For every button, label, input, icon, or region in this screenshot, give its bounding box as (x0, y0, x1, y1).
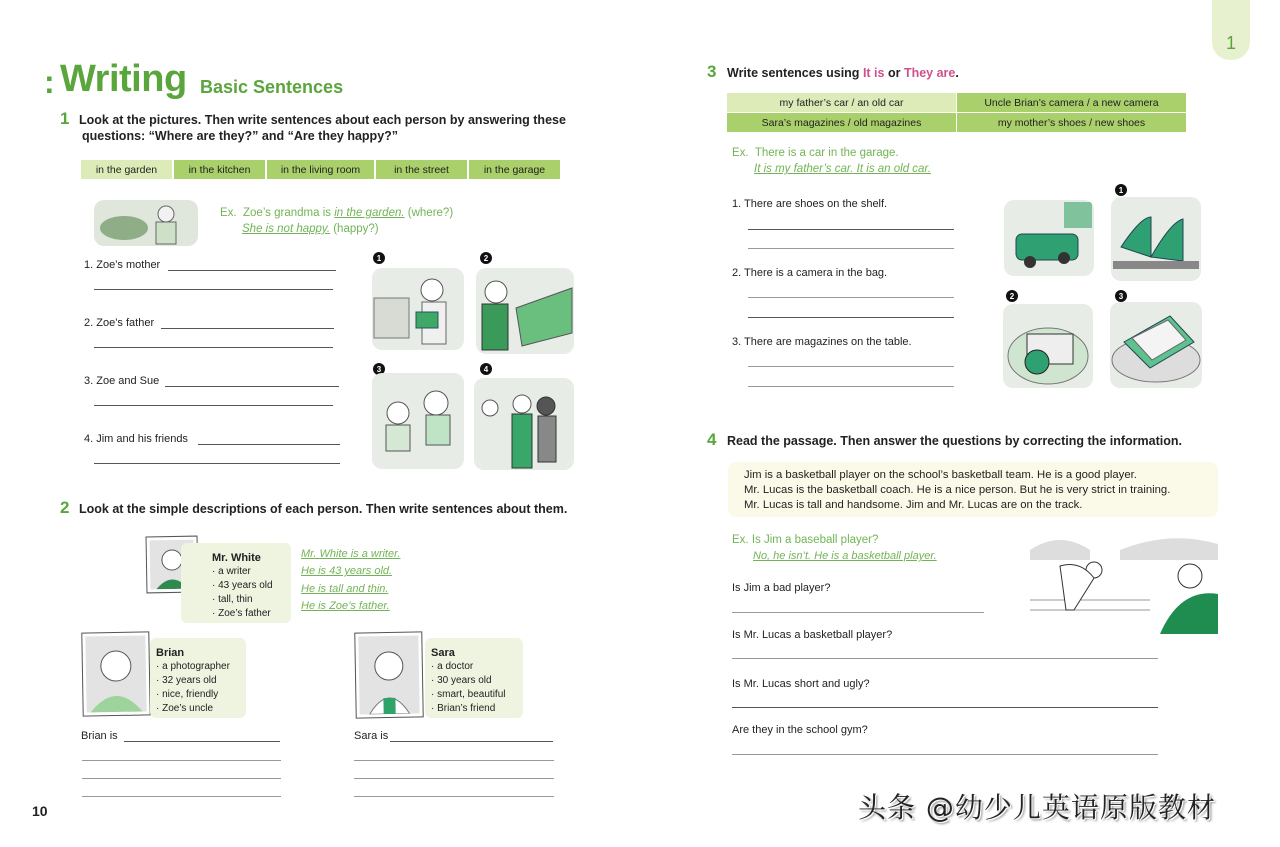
word-bank-1 (81, 160, 562, 179)
father-garage-illustration (476, 268, 574, 354)
word-bank-item: in the kitchen (174, 160, 265, 179)
answer-line[interactable] (94, 463, 340, 464)
answer-line[interactable] (94, 347, 333, 348)
watermark: 头条 @幼少儿英语原版教材 (858, 791, 1216, 824)
page-subtitle: Basic Sentences (200, 77, 344, 97)
answer-line[interactable] (732, 707, 1158, 708)
badge-s3-1: 1 (1115, 184, 1127, 196)
title-colon: : (44, 64, 53, 100)
word-bank-item: in the street (376, 160, 467, 179)
word-bank-item: in the living room (267, 160, 374, 179)
section-2-number: 2 (60, 498, 70, 517)
answer-line[interactable] (748, 229, 954, 230)
answer-line[interactable] (82, 796, 281, 797)
question-4-4: Are they in the school gym? (732, 724, 868, 736)
section-2-instruction: Look at the simple descriptions of each person. Then write sentences about them. (79, 502, 568, 516)
word-bank-item: in the garage (469, 160, 560, 179)
question-4-2: Is Mr. Lucas a basketball player? (732, 629, 893, 641)
page-number: 10 (32, 803, 48, 819)
badge-2: 2 (480, 252, 492, 264)
grandma-garden-illustration (94, 200, 198, 246)
shoes-shelf-illustration (1111, 197, 1201, 281)
badge-4: 4 (480, 363, 492, 375)
answer-line[interactable] (732, 658, 1158, 659)
answer-line[interactable] (94, 289, 333, 290)
question-1-1: 1. Zoe’s mother (84, 259, 161, 271)
answer-line[interactable] (94, 405, 333, 406)
brian-description: Brian · a photographer · 32 years old · nice, friendly · Zoe’s uncle (150, 638, 246, 718)
answer-line[interactable] (354, 796, 554, 797)
page-title: Writing (60, 58, 187, 100)
answer-line[interactable] (354, 778, 554, 779)
question-3-1: 1. There are shoes on the shelf. (732, 198, 888, 210)
question-3-3: 3. There are magazines on the table. (732, 336, 912, 348)
magazines-table-illustration (1110, 302, 1202, 388)
section-1-instruction-2: questions: “Where are they?” and “Are they happy?” (82, 129, 399, 143)
answer-line[interactable] (124, 741, 280, 742)
answer-line[interactable] (168, 270, 336, 271)
word-bank-item: in the garden (81, 160, 172, 179)
chapter-number: 1 (1225, 33, 1236, 53)
section-3-word-table (727, 93, 1187, 133)
question-4-3: Is Mr. Lucas short and ugly? (732, 678, 870, 690)
section-4-example-answer: No, he isn’t. He is a basketball player. (753, 550, 937, 562)
section-1-number: 1 (60, 109, 70, 128)
answer-line[interactable] (748, 297, 954, 298)
badge-1: 1 (373, 252, 385, 264)
answer-line[interactable] (748, 386, 954, 387)
answer-line[interactable] (82, 760, 281, 761)
section-3-example-answer: It is my father’s car. It is an old car. (754, 163, 932, 175)
answer-line[interactable] (748, 366, 954, 367)
mother-living-room-illustration (372, 268, 464, 350)
answer-line[interactable] (732, 754, 1158, 755)
question-3-2: 2. There is a camera in the bag. (732, 267, 888, 279)
mr-white-answers: Mr. White is a writer. He is 43 years old. He is tall and thin. He is Zoe’s father. (301, 548, 401, 612)
section-1-instruction-1: Look at the pictures. Then write sentences about each person by answering these (79, 113, 566, 127)
car-garage-illustration (1004, 200, 1094, 276)
sara-portrait (355, 632, 422, 717)
brian-portrait (82, 632, 149, 715)
street-illustration (474, 378, 574, 470)
section-1-example: Ex. Zoe’s grandma is in the garden. (where?) (220, 207, 454, 219)
badge-3: 3 (373, 363, 385, 375)
answer-line[interactable] (161, 328, 334, 329)
word-table-cell: Uncle Brian’s camera / a new camera (957, 93, 1186, 112)
question-1-3: 3. Zoe and Sue (84, 375, 160, 387)
section-1-example-2: She is not happy. (happy?) (242, 223, 379, 235)
section-4-example: Ex. Is Jim a baseball player? (732, 534, 879, 546)
badge-s3-3: 3 (1115, 290, 1127, 302)
chapter-tab (1212, 0, 1250, 60)
track-coach-illustration (1030, 530, 1218, 634)
section-3-example: Ex. There is a car in the garage. (732, 147, 899, 159)
section-3-number: 3 (707, 62, 717, 81)
camera-bag-illustration (1003, 304, 1093, 388)
kitchen-illustration (372, 373, 464, 469)
answer-line[interactable] (390, 741, 553, 742)
sara-description: Sara · a doctor · 30 years old · smart, beautiful · Brian’s friend (425, 638, 523, 718)
answer-line[interactable] (732, 612, 984, 613)
word-table-cell: my mother’s shoes / new shoes (957, 113, 1186, 132)
answer-line[interactable] (82, 778, 281, 779)
badge-s3-2: 2 (1006, 290, 1018, 302)
section-3-instruction: Write sentences using It is or They are. (727, 66, 959, 80)
answer-line[interactable] (748, 317, 954, 318)
word-table-cell: Sara’s magazines / old magazines (727, 113, 956, 132)
question-4-1: Is Jim a bad player? (732, 582, 831, 594)
question-1-2: 2. Zoe’s father (84, 317, 155, 329)
word-table-cell: my father’s car / an old car (727, 93, 956, 112)
answer-line[interactable] (354, 760, 554, 761)
section-4-instruction: Read the passage. Then answer the questions by correcting the information. (727, 434, 1182, 448)
mr-white-description: Mr. White · a writer · 43 years old · tall, thin · Zoe’s father (181, 543, 291, 623)
section-4-number: 4 (707, 430, 717, 449)
answer-line[interactable] (748, 248, 954, 249)
question-1-4: 4. Jim and his friends (84, 433, 188, 445)
brian-prompt: Brian is (81, 730, 118, 742)
sara-prompt: Sara is (354, 730, 389, 742)
reading-passage: Jim is a basketball player on the school’s basketball team. He is a good player. Mr. Lucas is the basketball coach. He is a nice person. But he is very strict in training. Mr. Lucas is tall and handsome. Jim and Mr. Lucas are on the track. (728, 462, 1218, 517)
answer-line[interactable] (165, 386, 339, 387)
answer-line[interactable] (198, 444, 340, 445)
